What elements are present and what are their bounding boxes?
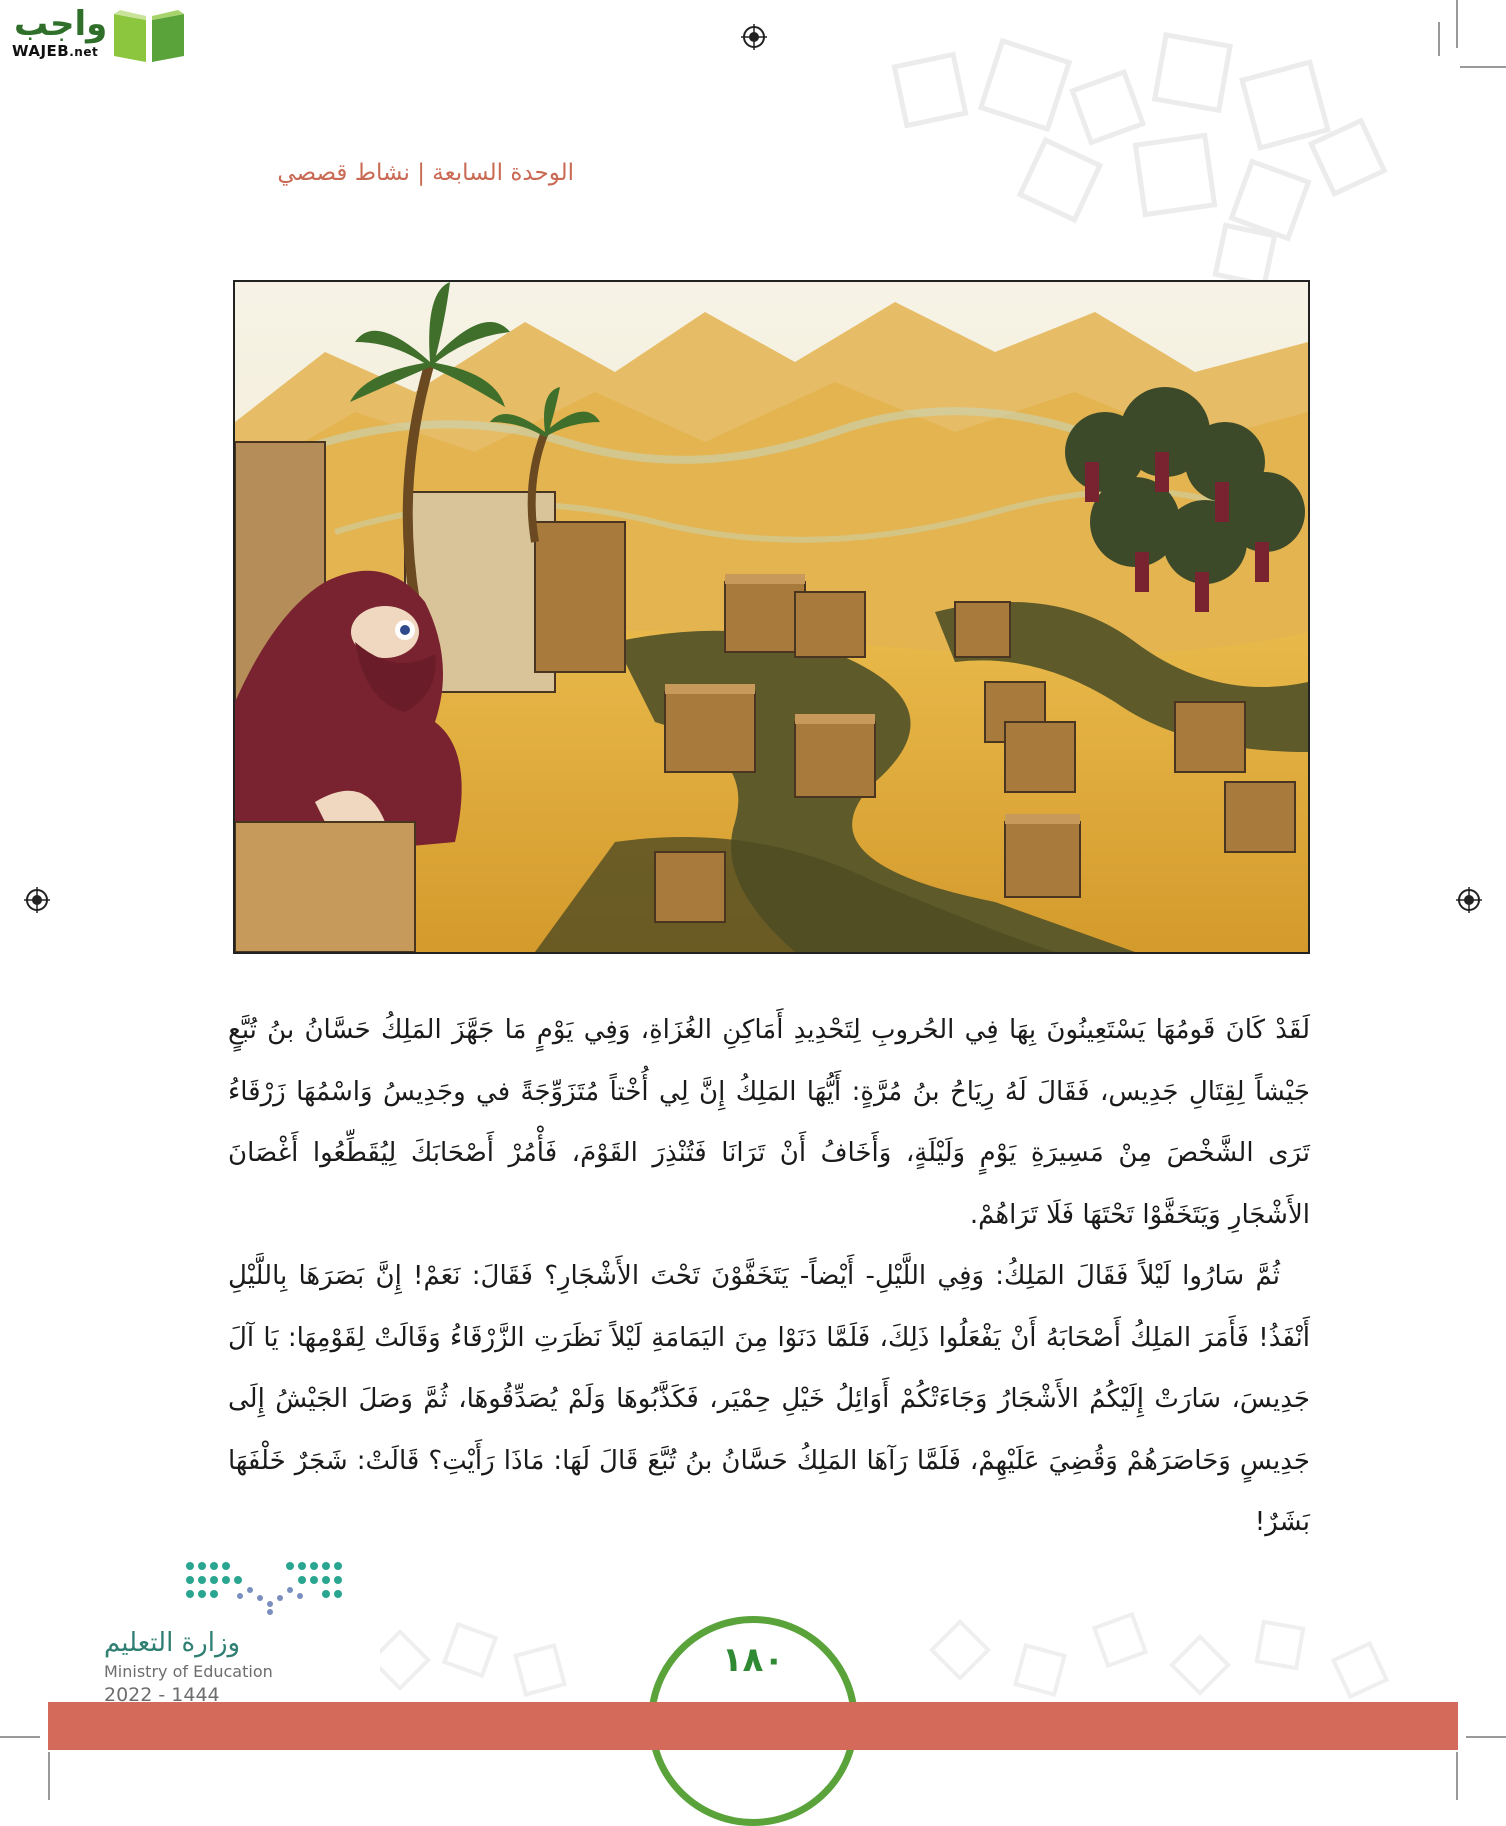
ministry-name-english: Ministry of Education <box>104 1662 273 1681</box>
story-text <box>228 1000 1310 1554</box>
edition-year: 2022 - 1444 <box>104 1684 220 1706</box>
page-number: ١٨٠ <box>721 1640 785 1680</box>
crop-mark-top-right-v2 <box>1438 22 1440 56</box>
crop-mark-bottom-left-h <box>0 1736 40 1738</box>
ministry-logo-icon <box>180 1556 350 1616</box>
crop-mark-bottom-right-v <box>1456 1752 1458 1800</box>
crop-mark-top-right-h <box>1460 66 1506 68</box>
desert-village-illustration <box>235 282 1308 952</box>
ministry-name-arabic: وزارة التعليم <box>104 1628 241 1658</box>
footer-band <box>48 1702 1458 1750</box>
crop-mark-bottom-right-h <box>1466 1736 1506 1738</box>
story-paragraph-1: لَقَدْ كَانَ قَومُهَا يَسْتَعِينُونَ بِهَا فِي الحُروبِ لِتَحْدِيدِ أَمَاكِنِ الغُزَاةِ، وَفِي يَوْمٍ مَا جَهَّزَ المَلِكُ حَسَّانُ بنُ تُبَّعٍ جَيْشاً لِقِتَالِ جَدِيس، فَقَالَ لَهُ رِيَاحُ بنُ مُرَّةٍ: أَيُّهَا المَلِكُ إِنَّ لِي أُخْتاً مُتَزَوِّجَةً في وجَدِيسُ وَاسْمُهَا زَرْقَاءُ تَرَى الشَّخْصَ مِنْ مَسِيرَةِ يَوْمٍ وَلَيْلَةٍ، وَأَخَافُ أَنْ تَرَانَا فَتُنْذِرَ القَوْمَ، فَأْمُرْ أَصْحَابَكَ لِيُقَطِّعُوا أَغْصَانَ الأَشْجَارِ وَيَتَخَفَّوْا تَحْتَهَا فَلَا تَرَاهُمْ. <box>228 1015 1310 1230</box>
story-paragraph-2: ثُمَّ سَارُوا لَيْلاً فَقَالَ المَلِكُ: وَفِي اللَّيْلِ- أَيْضاً- يَتَخَفَّوْنَ تَحْتَ الأَشْجَارِ؟ فَقَالَ: نَعَمْ! إِنَّ بَصَرَهَا بِاللَّيْلِ أَنْفَذُ! فَأَمَرَ المَلِكُ أَصْحَابَهُ أَنْ يَفْعَلُوا ذَلِكَ، فَلَمَّا دَنَوْا مِنَ اليَمَامَةِ لَيْلاً نَظَرَتِ الزَّرْقَاءُ وَقَالَتْ لِقَوْمِهَا: يَا آلَ جَدِيسَ، سَارَتْ إِلَيْكُمُ الأَشْجَارُ وَجَاءَتْكُمْ أَوَائِلُ خَيْلِ حِمْيَر، فَكَذَّبُوهَا وَلَمْ يُصَدِّقُوهَا، ثُمَّ وَصَلَ الجَيْشُ إِلَى جَدِيسٍ وَحَاصَرَهُمْ وَقُضِيَ عَلَيْهِمْ، فَلَمَّا رَآهَا المَلِكُ حَسَّانُ بنُ تُبَّعَ قَالَ لَهَا: مَاذَا رَأَيْتِ؟ قَالَتْ: شَجَرٌ خَلْفَهَا بَشَرٌ! <box>228 1261 1310 1537</box>
watermark-logo-arabic: واجب <box>14 4 108 44</box>
book-logo-icon <box>110 6 188 64</box>
registration-mark-top <box>741 24 767 50</box>
decorative-pattern <box>880 30 1400 290</box>
watermark-latin-text: WAJEB <box>12 42 70 60</box>
footer-decorative-pattern <box>380 1600 1430 1700</box>
unit-title: الوحدة السابعة | نشاط قصصي <box>277 160 574 186</box>
registration-mark-left <box>24 887 50 913</box>
watermark-domain-text: .net <box>69 45 99 59</box>
registration-mark-right <box>1456 887 1482 913</box>
crop-mark-bottom-left-v <box>48 1752 50 1800</box>
story-illustration <box>233 280 1310 954</box>
crop-mark-top-right-v <box>1456 0 1458 48</box>
watermark-logo-latin <box>12 42 98 60</box>
